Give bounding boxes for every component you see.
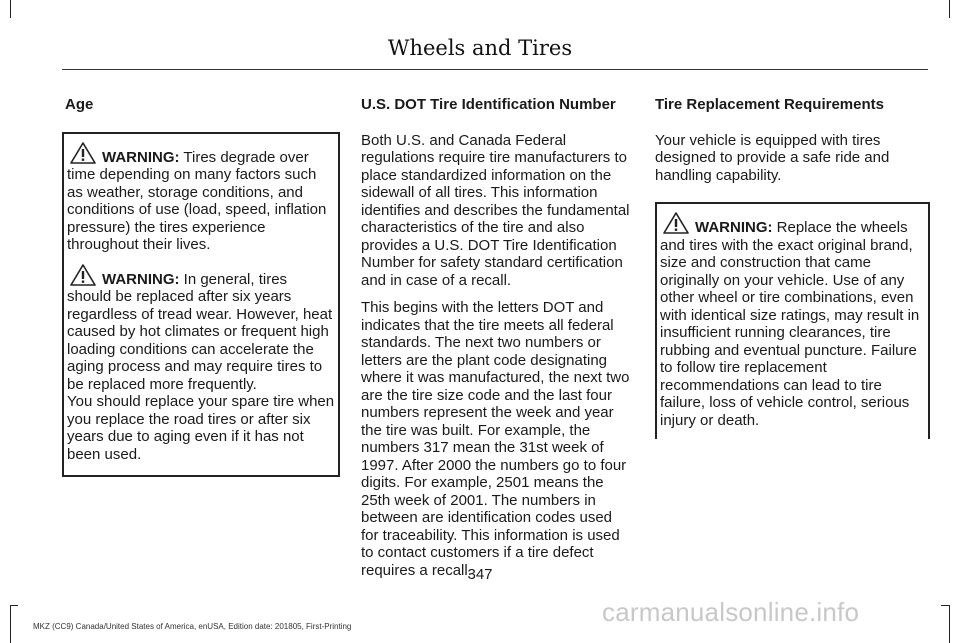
warning-paragraph: [67, 264, 335, 464]
warning-label: WARNING:: [695, 219, 773, 236]
crop-mark: [10, 605, 11, 643]
warning-label: WARNING:: [102, 148, 180, 166]
warning-box: [62, 132, 340, 478]
page-number: 347: [467, 566, 493, 583]
footer-edition-info: MKZ (CC9) Canada/United States of America, enUSA, Edition date: 201805, First-Printing: [33, 622, 352, 631]
column-dot-id: [361, 96, 632, 589]
header-divider: [62, 69, 928, 70]
column-replacement: [655, 96, 930, 439]
warning-label: WARNING:: [102, 270, 180, 288]
crop-mark: [949, 605, 950, 643]
section-heading-dot: U.S. DOT Tire Identification Number: [361, 96, 616, 113]
crop-mark: [949, 0, 950, 18]
column-age: [62, 96, 340, 477]
warning-paragraph: [660, 212, 925, 429]
warning-box: [655, 202, 930, 439]
body-paragraph: This begins with the letters DOT and indicates that the tire meets all federal standards. The next two numbers or letters are the plant code designating where it was manufactured, the next two are the tire size code and the last four numbers represent the week and year the tire was built. For example, the numbers 317 mean the 31st week of 1997. After 2000 the numbers go to four digits. For example, 2501 means the 25th week of 2001. The numbers in between are identification codes used for traceability. This information is used to contact customers if a tire defect requires a recall.: [361, 299, 630, 579]
crop-mark: [10, 605, 18, 606]
crop-mark: [10, 0, 11, 18]
body-paragraph: Both U.S. and Canada Federal regulations require tire manufacturers to place standardized information on the sidewall of all tires. This information identifies and describes the fundamental characteristics of the tire and also provides a U.S. DOT Tire Identification Number for safety standard certification and in case of a recall.: [361, 131, 630, 289]
warning-text: Replace the wheels and tires with the exact original brand, size and construction that came originally on your vehicle. Use of any other wheel or tire combinations, even with identical size ratings, may result in insufficient running clearances, tire rubbing and eventual puncture. Failure to follow tire replacement recommendations can lead to tire failure, loss of vehicle control, serious injury or death.: [660, 219, 920, 429]
section-heading-replacement: Tire Replacement Requirements: [655, 96, 884, 113]
warning-text: Tires degrade over time depending on many factors such as weather, storage conditions, and conditions of use (load, speed, inflation pressure) the tires experience throughout their lives.: [67, 148, 327, 253]
warning-triangle-icon: [70, 142, 96, 164]
body-paragraph: Your vehicle is equipped with tires designed to provide a safe ride and handling capability.: [655, 131, 890, 184]
page-title: Wheels and Tires: [387, 36, 573, 60]
warning-triangle-icon: [70, 264, 96, 286]
warning-paragraph: [67, 142, 335, 254]
warning-text: In general, tires should be replaced after six years regardless of tread wear. However, heat caused by hot climates or frequent high loading conditions can accelerate the aging process and may require tires to be replaced more frequently.: [67, 270, 333, 393]
warning-text: You should replace your spare tire when you replace the road tires or after six years due to aging even if it has not been used.: [67, 393, 335, 463]
warning-triangle-icon: [663, 212, 689, 234]
crop-mark: [941, 605, 949, 606]
section-heading-age: Age: [65, 96, 94, 113]
watermark: carmanualsonline.info: [602, 597, 860, 627]
